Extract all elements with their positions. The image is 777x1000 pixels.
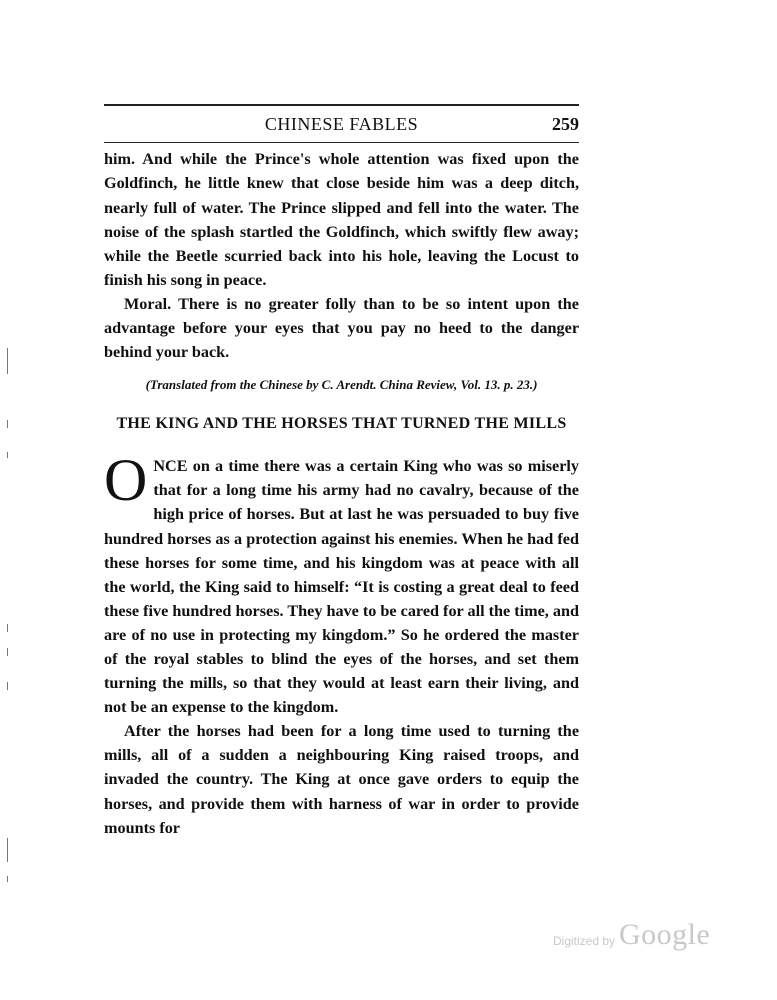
scan-mark (7, 648, 8, 656)
header-rule (104, 142, 579, 143)
drop-cap: O (104, 447, 148, 514)
paragraph-continuation: him. And while the Prince's whole attention was fixed upon the Goldfinch, he little knew that close beside him was a deep ditch, nearly full of water. The Prince slipped and fell into the water. The noise of the splash startled the Goldfinch, which swiftly flew away; while the Beetle scurried back into his hole, leaving the Locust to finish his song in peace. (104, 150, 579, 289)
scan-mark (7, 420, 8, 428)
citation: (Translated from the Chinese by C. Arendt. China Review, Vol. 13. p. 23.) (145, 377, 538, 393)
scan-mark (7, 682, 8, 690)
scan-mark (7, 348, 8, 374)
story-paragraph-2: After the horses had been for a long time used to turning the mills, all of a sudden a neighbouring King raised troops, and invaded the country. The King at once gave orders to equip the horses, and provide them with harness of war in order to provide mounts for (104, 722, 579, 837)
scan-mark (7, 876, 8, 882)
story-heading: THE KING AND THE HORSES THAT TURNED THE MILLS (116, 415, 567, 433)
page-number: 259 (552, 114, 579, 134)
body-text (104, 147, 579, 839)
scan-mark (7, 838, 8, 862)
story-paragraph-1 (104, 447, 579, 719)
paragraph-moral: Moral. There is no greater folly than to be so intent upon the advantage before your eyes that you pay no heed to the danger behind your back. (104, 294, 579, 362)
digitized-by-label: Digitized by (553, 934, 616, 948)
book-page (104, 104, 579, 840)
running-header (104, 112, 579, 142)
story-paragraph-1-text: NCE on a time there was a certain King who was so miserly that for a long time his army had no cavalry, because of the high price of horses. But at last he was persuaded to buy five hundred horses as a protection against his enemies. When he had fed these horses for some time, and his kingdom was at peace with all the world, the King said to himself: “It is costing a great deal to feed these five hundred horses. They have to be cared for all the time, and are of no use in protecting my kingdom.” So he ordered the master of the royal stables to blind the eyes of the horses, and set them turning the mills, so that they would at least earn their living, and not be an expense to the kingdom. (104, 457, 579, 717)
scan-mark (7, 624, 8, 632)
top-rule (104, 104, 579, 106)
scan-mark (7, 452, 8, 458)
google-logo-icon: Google (619, 918, 711, 951)
running-title: CHINESE FABLES (264, 114, 419, 134)
